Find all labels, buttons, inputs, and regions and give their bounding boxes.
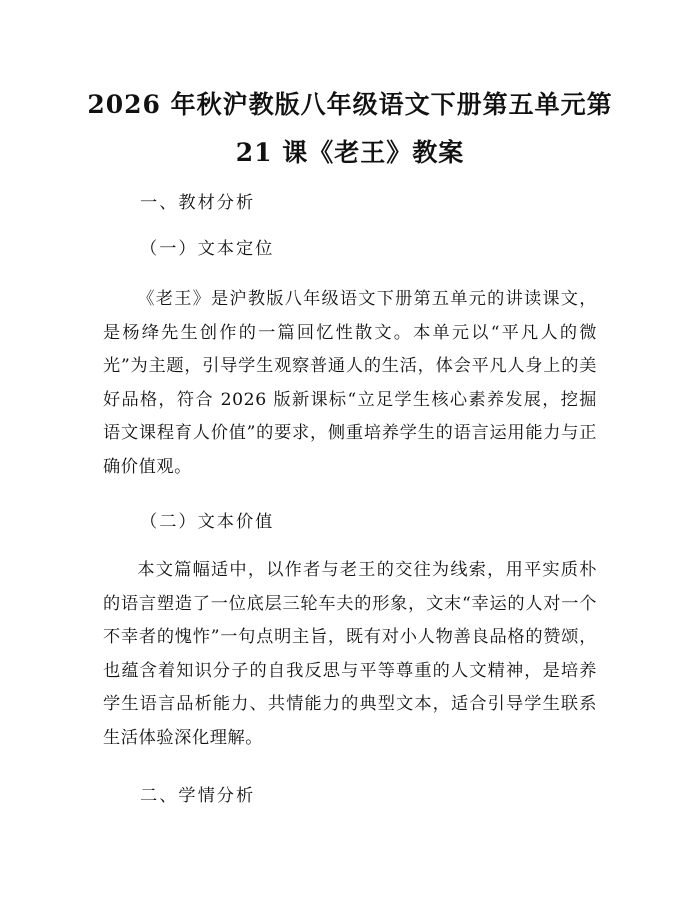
document-title-line-2: 21 课《老王》教案 — [235, 138, 465, 167]
section-heading-textbook-analysis: 一、教材分析 — [140, 193, 256, 213]
subheading-text-positioning: （一）文本定位 — [140, 239, 275, 259]
subheading-text-value: （二）文本价值 — [140, 512, 275, 532]
section-heading-learner-analysis: 二、学情分析 — [140, 786, 256, 806]
document-title-line-1: 2026 年秋沪教版八年级语文下册第五单元第 — [87, 90, 613, 119]
paragraph-text-value: 本文篇幅适中，以作者与老王的交往为线索，用平实质朴的语言塑造了一位底层三轮车夫的形象，文末“幸运的人对一个不幸者的愧怍”一句点明主旨，既有对小人物善良品格的赞颂，也蕴含着知识分子的自我反思与平等尊重的人文精神，是培养学生语言品析能力、共情能力的典型文本，适合引导学生联系生活体验深化理解。 — [103, 560, 597, 748]
paragraph-text-positioning: 《老王》是沪教版八年级语文下册第五单元的讲读课文，是杨绛先生创作的一篇回忆性散文。本单元以“平凡人的微光”为主题，引导学生观察普通人的生活，体会平凡人身上的美好品格，符合 2026 版新课标“立足学生核心素养发展，挖掘语文课程育人价值”的要求，侧重培养学生的语言运用能力与正确价值观。 — [103, 289, 597, 477]
